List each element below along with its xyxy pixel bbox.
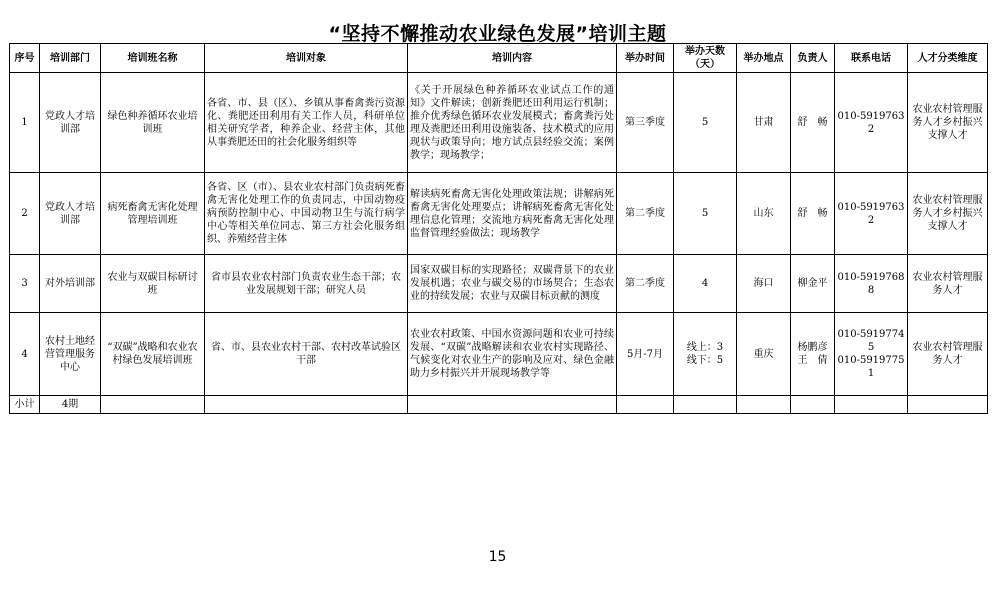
document-title: “坚持不懈推动农业绿色发展”培训主题 (328, 23, 667, 45)
cell-dept: 党政人才培训部 (40, 173, 101, 255)
empty-cell (908, 396, 988, 414)
cell-person: 舒 畅 (791, 173, 835, 255)
cell-category: 农业农村管理服务人才 (908, 255, 988, 313)
cell-content: 《关于开展绿色种养循环农业试点工作的通知》文件解读；创新粪肥还田利用运行机制；推介优秀绿色循环农业发展模式；畜禽粪污处理及粪肥还田利用设施装备、技术模式的应用现状与政策导向；地方试点县经验交流；案例教学；现场教学； (408, 73, 617, 173)
empty-cell (408, 396, 617, 414)
cell-target: 各省、市、县（区）、乡镇从事畜禽粪污资源化、粪肥还田利用有关工作人员，科研单位相关研究学者，种养企业、经营主体，其他从事粪肥还田的社会化服务组织等 (205, 73, 408, 173)
empty-cell (101, 396, 205, 414)
person-b: 王 倩 (797, 355, 828, 366)
cell-category: 农业农村管理服务人才乡村振兴支撑人才 (908, 173, 988, 255)
cell-person (791, 313, 835, 396)
header-days: 举办天数（天） (674, 44, 737, 73)
cell-category: 农业农村管理服务人才乡村振兴支撑人才 (908, 73, 988, 173)
cell-phone (835, 313, 908, 396)
table-row (10, 173, 988, 255)
cell-content: 农业农村政策、中国水资源问题和农业可持续发展、“双碳”战略解读和农业农村实现路径、气候变化对农业生产的影响及应对、绿色金融助力乡村振兴并开展现场教学等 (408, 313, 617, 396)
cell-category: 农业农村管理服务人才 (908, 313, 988, 396)
cell-name: “双碳”战略和农业农村绿色发展培训班 (101, 313, 205, 396)
empty-cell (737, 396, 791, 414)
cell-days: 4 (674, 255, 737, 313)
phone-a: 010-59197745 (837, 329, 905, 353)
cell-place: 甘肃 (737, 73, 791, 173)
table-row (10, 255, 988, 313)
empty-cell (835, 396, 908, 414)
header-place: 举办地点 (737, 44, 791, 73)
cell-dept: 农村土地经营管理服务中心 (40, 313, 101, 396)
subtotal-label: 小计 (10, 396, 40, 414)
empty-cell (205, 396, 408, 414)
cell-time: 第三季度 (617, 73, 674, 173)
header-no: 序号 (10, 44, 40, 73)
cell-name: 病死畜禽无害化处理管理培训班 (101, 173, 205, 255)
empty-cell (617, 396, 674, 414)
header-name: 培训班名称 (101, 44, 205, 73)
header-content: 培训内容 (408, 44, 617, 73)
cell-no: 1 (10, 73, 40, 173)
cell-phone: 010-59197688 (835, 255, 908, 313)
header-person: 负责人 (791, 44, 835, 73)
cell-target: 各省、区（市）、县农业农村部门负责病死畜禽无害化处理工作的负责同志，中国动物疫病预防控制中心、中国动物卫生与流行病学中心等相关单位同志、第三方社会化服务组织、养殖经营主体 (205, 173, 408, 255)
header-category: 人才分类维度 (908, 44, 988, 73)
phone-b: 010-59197751 (837, 355, 905, 379)
person-a: 杨鹏彦 (797, 342, 828, 353)
cell-phone: 010-59197632 (835, 173, 908, 255)
cell-place: 重庆 (737, 313, 791, 396)
cell-content: 国家双碳目标的实现路径；双碳背景下的农业发展机遇；农业与碳交易的市场契合；生态农业的持续发展；农业与双碳目标贡献的测度 (408, 255, 617, 313)
header-dept: 培训部门 (40, 44, 101, 73)
header-phone: 联系电话 (835, 44, 908, 73)
header-time: 举办时间 (617, 44, 674, 73)
subtotal-value: 4期 (40, 396, 101, 414)
subtotal-row (10, 396, 988, 414)
cell-target: 省、市、县农业农村干部、农村改革试验区干部 (205, 313, 408, 396)
cell-time: 第二季度 (617, 173, 674, 255)
cell-place: 山东 (737, 173, 791, 255)
cell-no: 3 (10, 255, 40, 313)
cell-content: 解读病死畜禽无害化处理政策法规；讲解病死畜禽无害化处理要点；讲解病死畜禽无害化处理信息化管理；交流地方病死畜禽无害化处理监督管理经验做法；现场教学 (408, 173, 617, 255)
header-target: 培训对象 (205, 44, 408, 73)
days-online: 线上：3 (686, 342, 724, 353)
page-number: 15 (488, 549, 507, 565)
table-row (10, 313, 988, 396)
cell-dept: 党政人才培训部 (40, 73, 101, 173)
cell-name: 绿色种养循环农业培训班 (101, 73, 205, 173)
cell-time: 第二季度 (617, 255, 674, 313)
empty-cell (674, 396, 737, 414)
cell-person: 舒 畅 (791, 73, 835, 173)
cell-days (674, 313, 737, 396)
cell-days: 5 (674, 73, 737, 173)
days-offline: 线下：5 (686, 355, 724, 366)
training-table (9, 43, 988, 414)
header-row (10, 44, 988, 73)
empty-cell (791, 396, 835, 414)
table-row (10, 73, 988, 173)
cell-no: 2 (10, 173, 40, 255)
cell-days: 5 (674, 173, 737, 255)
cell-name: 农业与双碳目标研讨班 (101, 255, 205, 313)
cell-target: 省市县农业农村部门负责农业生态干部；农业发展规划干部；研究人员 (205, 255, 408, 313)
cell-no: 4 (10, 313, 40, 396)
cell-person: 柳金平 (791, 255, 835, 313)
cell-time: 5月-7月 (617, 313, 674, 396)
cell-phone: 010-59197632 (835, 73, 908, 173)
cell-dept: 对外培训部 (40, 255, 101, 313)
cell-place: 海口 (737, 255, 791, 313)
